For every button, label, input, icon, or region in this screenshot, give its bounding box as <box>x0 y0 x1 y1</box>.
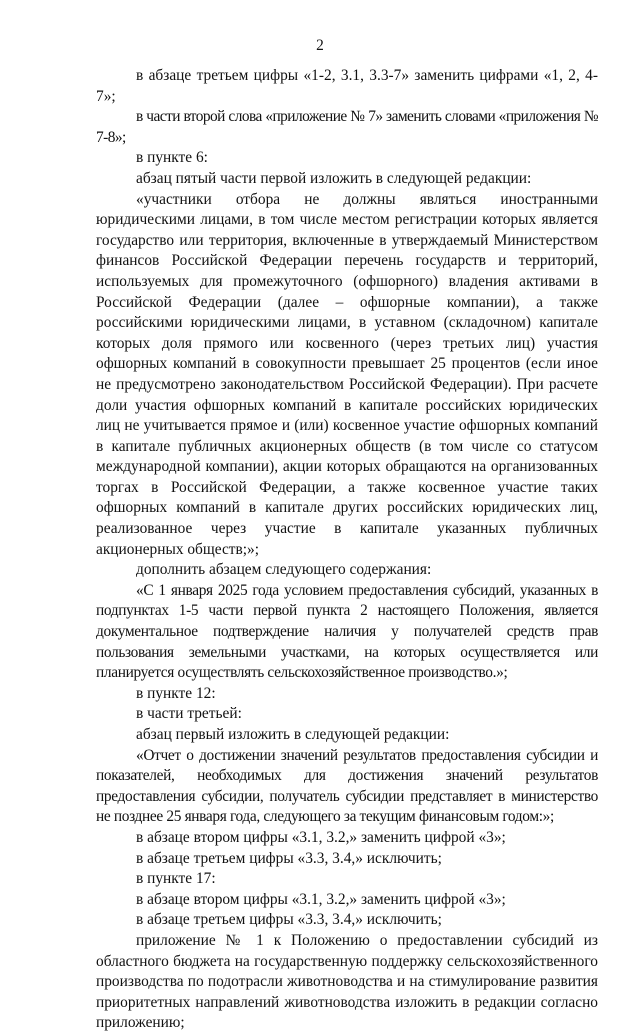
document-body <box>96 66 598 1034</box>
paragraph: в абзаце втором цифры «3.1, 3.2,» заменить цифрой «3»; <box>136 890 506 908</box>
page-number: 2 <box>316 37 324 54</box>
paragraph: в абзаце третьем цифры «1-2, 3.1, 3.3-7» заменить цифрами «1, 2, 4-7»; <box>96 67 598 105</box>
paragraph: приложение № 1 к Положению о предоставлении субсидий из областного бюджета на государственную поддержку сельскохозяйственного производства по подотрасли животноводства и на стимулирование развития приоритетных направлений животноводства изложить в редакции согласно приложению; <box>96 931 598 1032</box>
paragraph: «участники отбора не должны являться иностранными юридическими лицами, в том числе местом регистрации которых является государство или территория, включенные в утверждаемый Министерством финансов Российской Федерации перечень государств и территорий, используемых для промежуточного (офшорного) владения активами в Российской Федерации (далее – офшорные компании), а также российскими юридическими лицами, в уставном (складочном) капитале которых доля прямого или косвенного (через третьих лиц) участия офшорных компаний в совокупности превышает 25 процентов (если иное не предусмотрено законодательством Российской Федерации). При расчете доли участия офшорных компаний в капитале российских юридических лиц не учитывается прямое и (или) косвенное участие офшорных компаний в капитале публичных акционерных обществ (в том числе со статусом международной компании), акции которых обращаются на организованных торгах в Российской Федерации, а также косвенное участие таких офшорных компаний в капитале других российских юридических лиц, реализованное через участие в капитале указанных публичных акционерных обществ;»; <box>96 190 598 558</box>
paragraph: в части третьей: <box>136 705 242 723</box>
paragraph: в пункте 17: <box>136 870 216 888</box>
paragraph: абзац первый изложить в следующей редакции: <box>136 726 450 743</box>
paragraph: дополнить абзацем следующего содержания: <box>136 561 432 579</box>
paragraph: в части второй слова «приложение № 7» заменить словами «приложения № 7-8»; <box>96 108 598 146</box>
paragraph: «Отчет о достижении значений результатов предоставления субсидии и показателей, необходимых для достижения значений результатов предоставления субсидии, получатель субсидии представляет в министерство не позднее 25 января года, следующего за текущим финансовым годом:»; <box>96 746 598 826</box>
paragraph: абзац пятый части первой изложить в следующей редакции: <box>136 169 532 187</box>
paragraph: в абзаце третьем цифры «3.3, 3.4,» исключить; <box>136 849 442 867</box>
paragraph: «С 1 января 2025 года условием предоставления субсидий, указанных в подпунктах 1-5 части первой пункта 2 настоящего Положения, является документальное подтверждение наличия у получателей средств прав пользования земельными участками, на которых осуществляется или планируется осуществлять сельскохозяйственное производство.»; <box>96 581 598 682</box>
paragraph: в пункте 12: <box>136 684 216 702</box>
paragraph: в пункте 6: <box>136 149 208 167</box>
paragraph: в абзаце третьем цифры «3.3, 3.4,» исключить; <box>136 911 442 929</box>
paragraph: в абзаце втором цифры «3.1, 3.2,» заменить цифрой «3»; <box>136 828 506 846</box>
